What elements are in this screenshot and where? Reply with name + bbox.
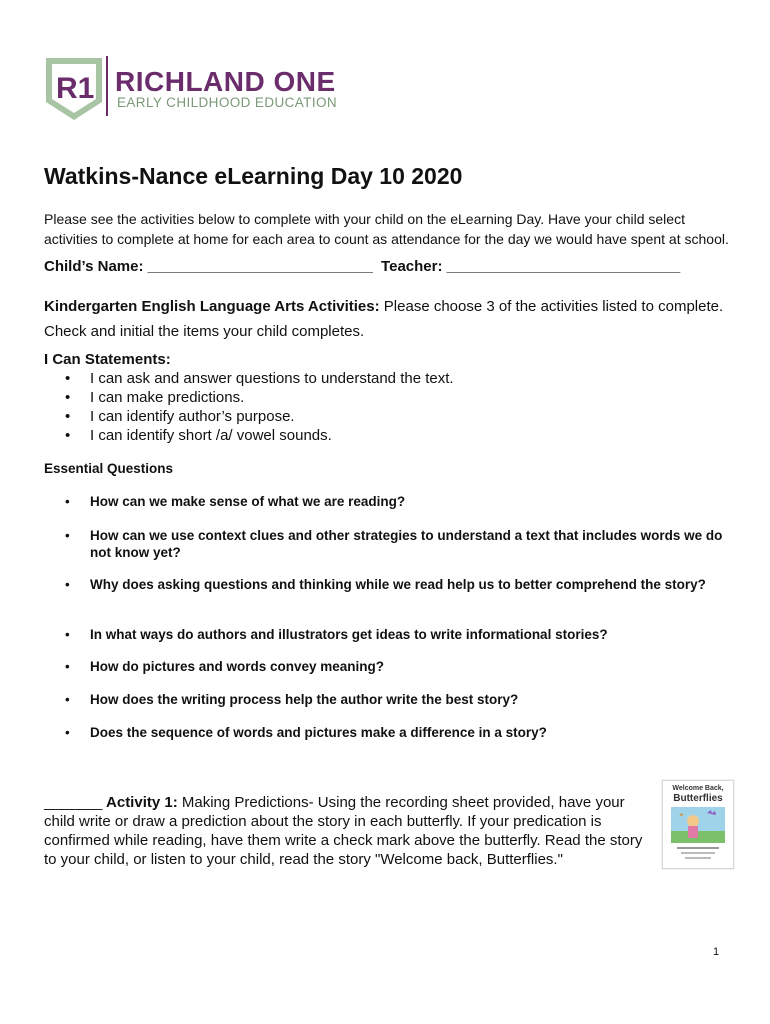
name-fields (44, 258, 680, 275)
list-item: • I can identify author’s purpose. (44, 407, 454, 426)
list-item: • Why does asking questions and thinking while we read help us to better comprehend the story? (44, 576, 734, 593)
kinder-heading: Kindergarten English Language Arts Activities: (44, 298, 380, 315)
book-title-line1: Welcome Back, (672, 785, 724, 792)
activity-1-text: Making Predictions- Using the recording sheet provided, have your child write or draw a prediction about the story in each butterfly. If your predication is confirmed while reading, have them write a check mark above the butterfly. Read the story to your child, or listen to your child, read the story "Welcome back, Butterflies." (44, 794, 643, 868)
org-subtitle: EARLY CHILDHOOD EDUCATION (117, 95, 338, 110)
intro-paragraph: Please see the activities below to complete with your child on the eLearning Day. Have your child select activities to complete at home for each area to count as attendance for the day we would have spent at school. (44, 211, 729, 247)
kinder-text: Please choose 3 of the activities listed to complete. Check and initial the items your child completes. (44, 298, 724, 340)
list-item: • Does the sequence of words and pictures make a difference in a story? (44, 724, 734, 741)
book-title-line2: Butterflies (673, 793, 723, 804)
list-item: • I can ask and answer questions to understand the text. (44, 369, 454, 388)
i-can-heading: I Can Statements: (44, 351, 171, 368)
r1-shield-icon (44, 54, 114, 124)
child-name-label: Child’s Name: ___________________________ (44, 258, 373, 275)
activity-1-blank: _______ (44, 794, 103, 811)
org-name: RICHLAND ONE (115, 66, 336, 97)
essential-questions-heading: Essential Questions (44, 461, 174, 476)
list-item: • I can identify short /a/ vowel sounds. (44, 426, 454, 445)
activity-1-paragraph (44, 793, 644, 869)
list-item: • In what ways do authors and illustrators get ideas to write informational stories? (44, 626, 734, 643)
list-item: • I can make predictions. (44, 388, 454, 407)
list-item: • How does the writing process help the author write the best story? (44, 691, 734, 708)
kindergarten-ela-paragraph (44, 294, 734, 344)
book-cover-image (662, 780, 734, 869)
teacher-label: Teacher: ____________________________ (381, 258, 681, 275)
activity-1-label: Activity 1: (102, 794, 178, 811)
book-illustration (663, 781, 733, 868)
svg-text:R1: R1 (56, 72, 95, 105)
page-title: Watkins-Nance eLearning Day 10 2020 (44, 163, 463, 189)
list-item: • How can we make sense of what we are reading? (44, 493, 734, 510)
list-item: • How do pictures and words convey meaning? (44, 658, 734, 675)
i-can-list (44, 369, 454, 445)
list-item: • How can we use context clues and other strategies to understand a text that includes words we do not know yet? (44, 527, 734, 561)
page-number: 1 (713, 946, 720, 958)
